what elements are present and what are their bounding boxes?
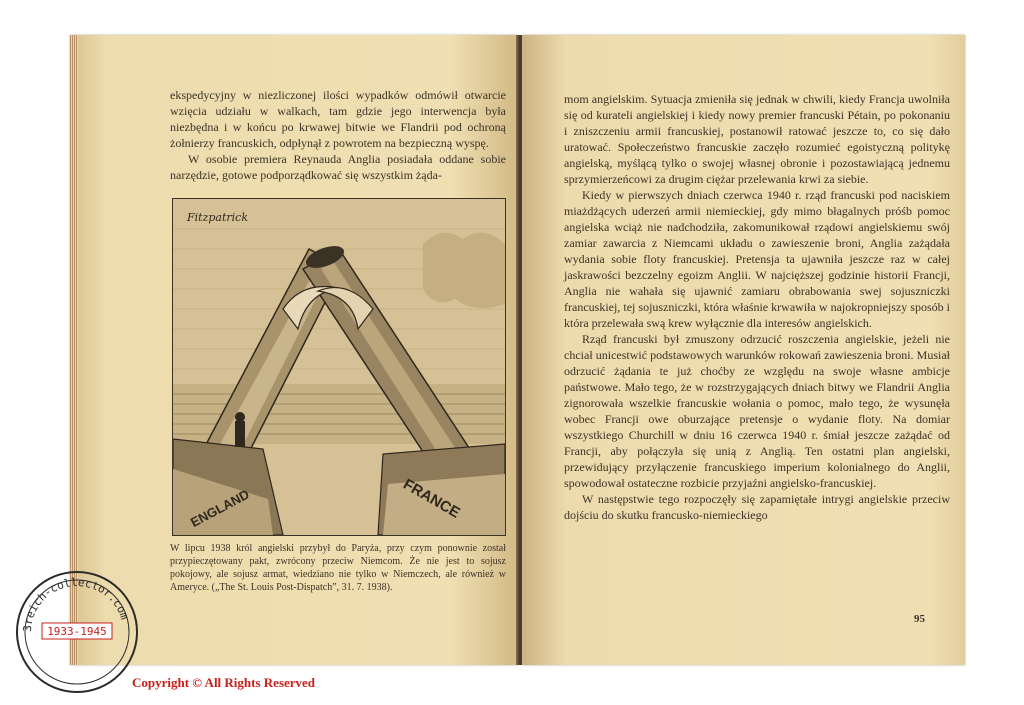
copyright-notice: Copyright © All Rights Reserved [132,675,316,690]
paragraph: W osobie premiera Reynauda Anglia posiadała oddane sobie narzędzie, gotowe podporządkować się wszystkim żąda- [170,152,506,182]
paragraph: Rząd francuski był zmuszony odrzucić roszczenia angielskie, jeżeli nie chciał unicestwić podstawowych warunków rokowań zawieszenia broni. Musiał odrzucić żądania te już choćby ze względu na swoje własne ambicje państwowe. Mało tego, że w rozstrzygających dniach bitwy we Flandrii Anglia zignorowała wszelkie francuskie wołania o pomoc, mało tego, że wysunęła wobec Francji owe oburzające pretensje o wydanie floty. Na domiar wszystkiego Churchill w dniu 16 czerwca 1940 r. śmiał jeszcze zażądać od Francji, aby połączyła się unią z Anglią. Ten ostatni plan angielski, przewidujący przyłączenie francuskiego imperium kolonialnego do Anglii, spowodował ostateczne rozbicie przyjaźni angielsko-francuskiej. [564,332,950,490]
page-number: 95 [914,613,925,625]
cartoon-drawing [173,199,505,535]
cartoon-caption: W lipcu 1938 król angielski przybył do Paryża, przy czym ponownie został przypieczętowany pakt, zwrócony przeciw Niemcom. Że nie jest to sojusz pokojowy, ale sojusz armat, wiedziano nie tylko w Niemczech, ale również w Ameryce. („The St. Louis Post-Dispatch”, 31. 7. 1938). [170,543,506,593]
label-france: FRANCE [400,475,463,522]
paragraph: mom angielskim. Sytuacja zmieniła się jednak w chwili, kiedy Francja uwolniła się od kurateli angielskiej i kiedy nowy premier francuski Pétain, po pokonaniu i zniszczeniu armii francuskiej, postanowił ratować jeszcze to, co się dało uratować. Społeczeństwo francuskie zaczęło rozumieć egoistyczną politykę angielską, myślącą tylko o swojej własnej obronie i pozostawiającą jednemu sprzymierzeńcowi za drugim ciężar przelewania krwi za siebie. [564,92,950,186]
political-cartoon [172,198,506,536]
label-england: ENGLAND [187,486,252,530]
cartoon-signature: Fitzpatrick [187,211,248,224]
paragraph: Kiedy w pierwszych dniach czerwca 1940 r. rząd francuski pod naciskiem miażdżących uderzeń armii niemieckiej, gdy mimo błagalnych próśb pomoc angielska wciąż nie nadchodziła, zakomunikował rządowi angielskiemu swój zamiar zawarcia z Niemcami układu o zawieszenie broni, Anglia zażądała wydania sobie floty francuskiej. Pretensja ta ujawniła jeszcze raz w całej jaskrawości bezczelny egoizm Anglii. W najcięższej godzinie historii Francji, Anglia nie wahała się ujawnić zamiaru obrabowania swej sojuszniczki francuskiej, tej sojuszniczki, która właśnie krwawiła w najokropniejszy sposób i która przelewała swą krew wyłącznie dla interesów angielskich. [564,188,950,330]
right-page-text [564,91,950,523]
left-page-text [170,87,506,183]
stamp-seal-icon [12,567,142,697]
collector-stamp [12,567,142,697]
stamp-years: 1933-1945 [47,625,107,638]
stamp-site-text: 3reich-collector.com [20,575,132,633]
right-page [522,35,965,665]
paragraph: W następstwie tego rozpoczęły się zapamiętałe intrygi angielskie przeciw dojściu do skutku francusko-niemieckiego [564,492,950,522]
open-book [70,35,965,665]
paragraph: ekspedycyjny w niezliczonej ilości wypadków odmówił otwarcie wzięcia udziału w walkach, tam gdzie jego interwencja była niezbędna i w końcu po krwawej bitwie we Flandrii pod ochroną żołnierzy francuskich, odpłynął z powrotem na bezpieczną wyspę. [170,88,506,150]
